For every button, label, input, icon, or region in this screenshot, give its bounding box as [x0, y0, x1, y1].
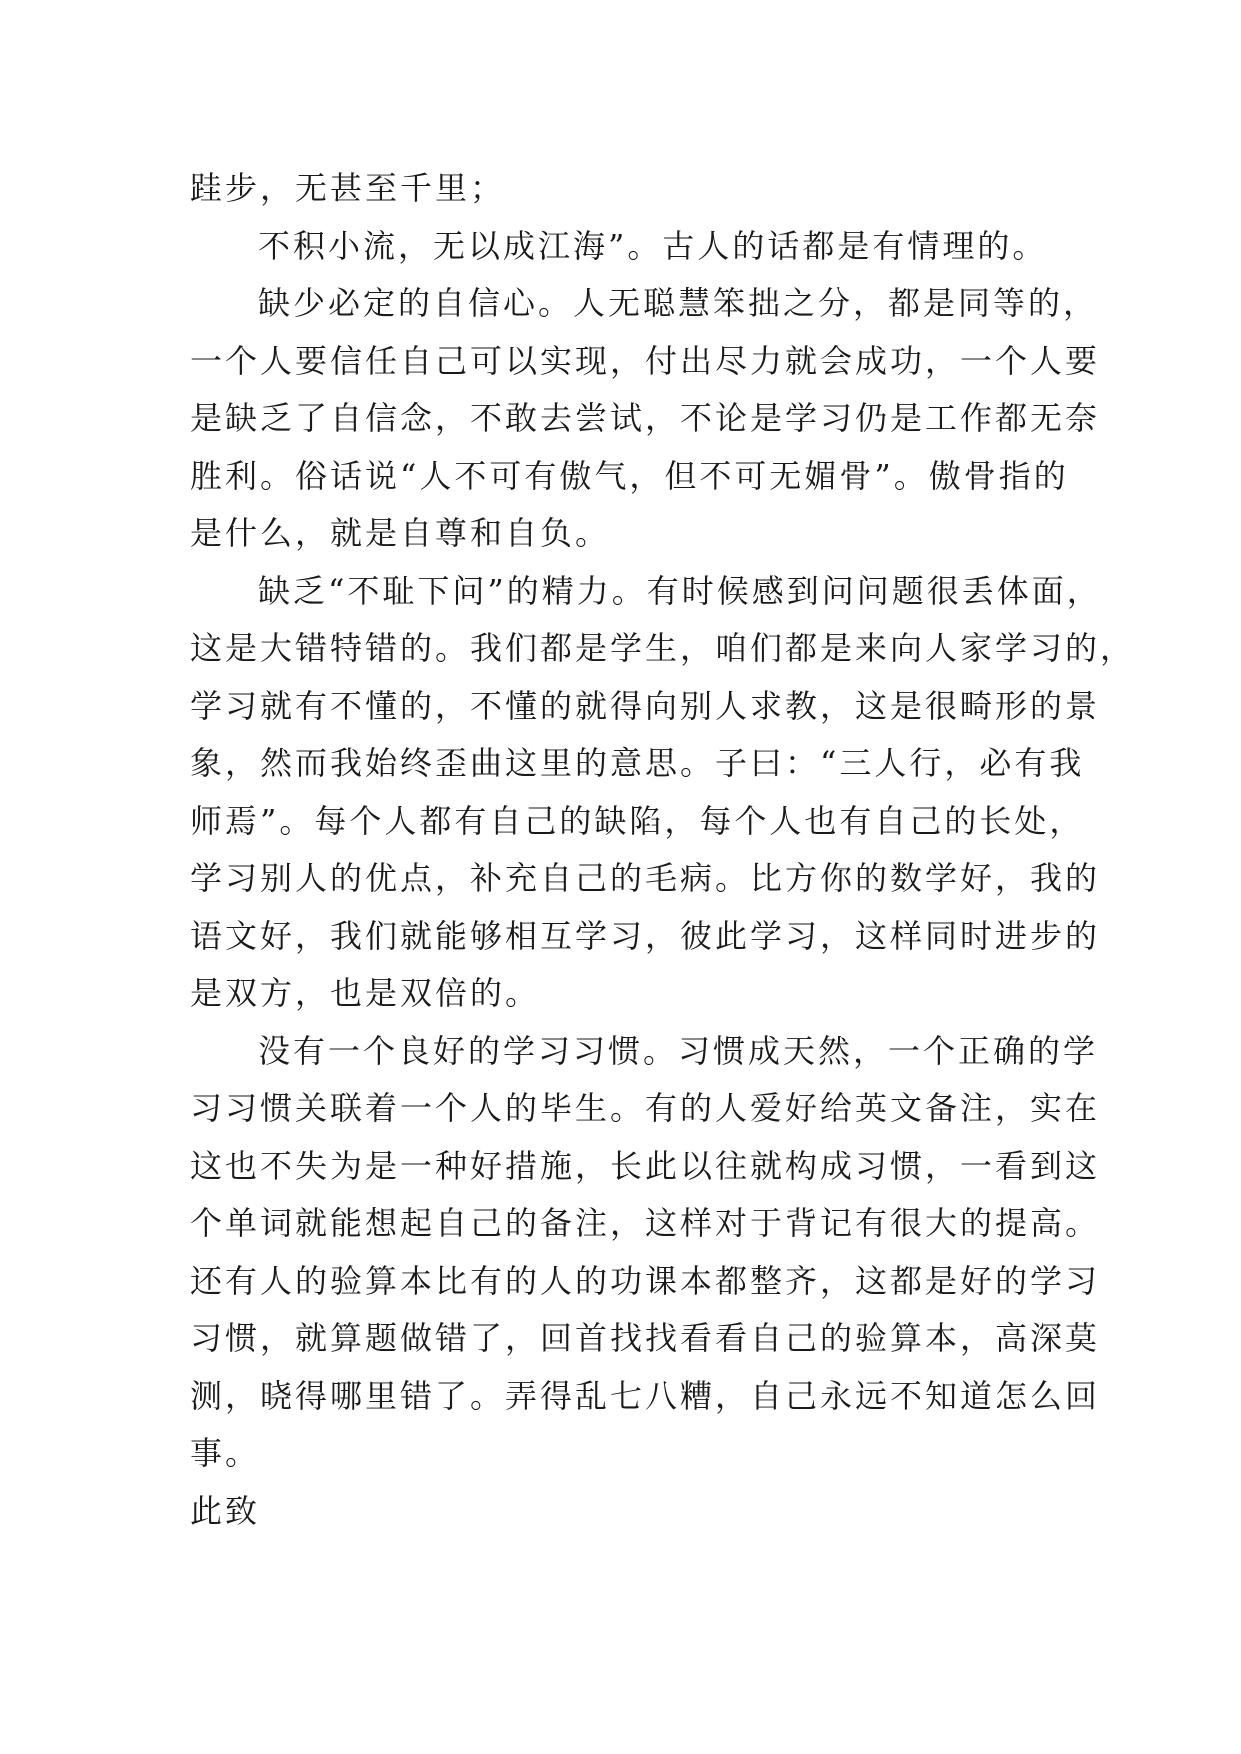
text-line: 测，晓得哪里错了。弄得乱七八糟，自己永远不知道怎么回 [190, 1376, 1101, 1415]
text-line: 没有一个良好的学习习惯。习惯成天然，一个正确的学 [258, 1031, 1099, 1070]
text-line: 是什么，就是自尊和自负。 [190, 514, 611, 552]
text-line: 事。 [190, 1434, 261, 1472]
text-line: 一个人要信任自己可以实现，付出尽力就会成功，一个人要 [190, 341, 1101, 380]
text-line: 胜利。俗话说“人不可有傲气，但不可无媚骨”。傲骨指的 [190, 456, 1069, 495]
text-line: 习习惯关联着一个人的毕生。有的人爱好给英文备注，实在 [190, 1089, 1101, 1127]
text-line: 语文好，我们就能够相互学习，彼此学习，这样同时进步的 [190, 916, 1101, 955]
document-body [190, 160, 1136, 1540]
text-line: 还有人的验算本比有的人的功课本都整齐，这都是好的学习 [190, 1261, 1101, 1300]
text-line: 缺乏“不耻下问”的精力。有时候感到问问题很丢体面， [258, 571, 1102, 610]
text-line: 学习就有不懂的，不懂的就得向别人求教，这是很畸形的景 [190, 686, 1101, 725]
text-line: 象，然而我始终歪曲这里的意思。子曰：“三人行，必有我 [190, 744, 1085, 782]
text-line: 是缺乏了自信念，不敢去尝试，不论是学习仍是工作都无奈 [190, 399, 1101, 437]
text-line: 个单词就能想起自己的备注，这样对于背记有很大的提高。 [190, 1204, 1101, 1242]
text-line: 此致 [190, 1491, 261, 1530]
text-line: 师焉”。每个人都有自己的缺陷，每个人也有自己的长处， [190, 801, 1085, 840]
text-line: 不积小流，无以成江海”。古人的话都是有情理的。 [258, 226, 1048, 265]
text-line: 习惯，就算题做错了，回首找找看看自己的验算本，高深莫 [190, 1319, 1101, 1357]
text-line: 跬步，无甚至千里； [190, 169, 506, 207]
text-line: 这也不失为是一种好措施，长此以往就构成习惯，一看到这 [190, 1146, 1101, 1185]
text-line: 是双方，也是双倍的。 [190, 974, 541, 1012]
text-line: 学习别人的优点，补充自己的毛病。比方你的数学好，我的 [190, 859, 1101, 897]
text-line: 这是大错特错的。我们都是学生，咱们都是来向人家学习的， [190, 629, 1136, 667]
text-line: 缺少必定的自信心。人无聪慧笨拙之分，都是同等的， [258, 284, 1099, 322]
